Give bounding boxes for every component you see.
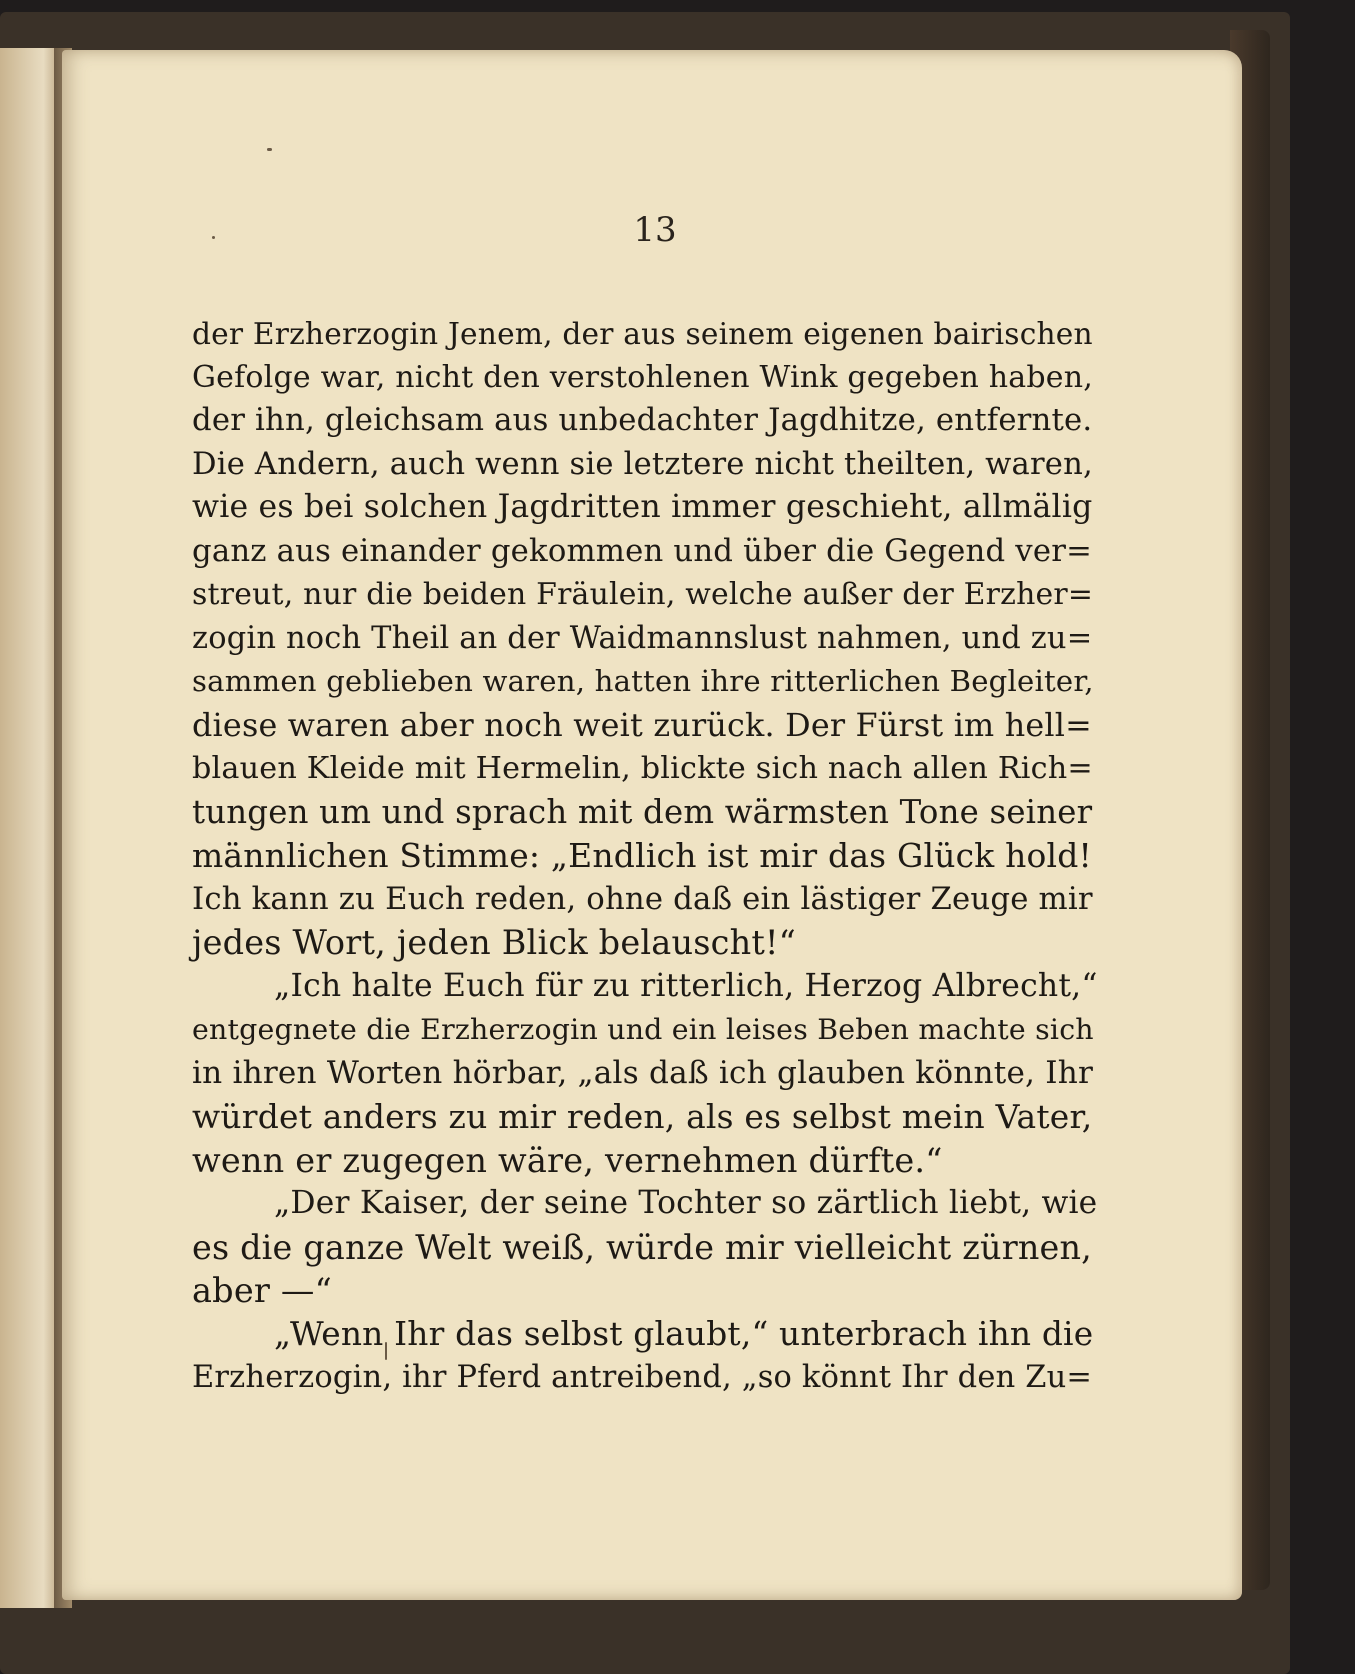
- page-number: 13: [633, 210, 677, 250]
- text-line: wenn er zugegen wäre, vernehmen dürfte.“: [192, 1140, 943, 1180]
- text-line: aber —“: [192, 1271, 332, 1310]
- text-line: wie es bei solchen Jagdritten immer geschieht, allmälig: [192, 489, 1093, 525]
- text-line: ganz aus einander gekommen und über die Gegend ver=: [192, 533, 1092, 569]
- text-line: diese waren aber noch weit zurück. Der Fürst im hell=: [192, 706, 1092, 744]
- text-line: jedes Wort, jeden Blick belauscht!“: [192, 923, 796, 962]
- text-line: es die ganze Welt weiß, würde mir vielleicht zürnen,: [192, 1227, 1092, 1267]
- text-line: Gefolge war, nicht den verstohlenen Wink gegeben haben,: [192, 359, 1093, 395]
- text-line: zogin noch Theil an der Waidmannslust nahmen, und zu=: [192, 620, 1093, 656]
- text-line: „Der Kaiser, der seine Tochter so zärtlich liebt, wie: [274, 1185, 1098, 1221]
- text-line: streut, nur die beiden Fräulein, welche außer der Erzher=: [192, 577, 1094, 612]
- paper-speck: [267, 148, 272, 151]
- text-line: „Ich halte Euch für zu ritterlich, Herzog Albrecht,“: [274, 967, 1098, 1004]
- text-line: Die Andern, auch wenn sie letztere nicht theilten, waren,: [192, 446, 1093, 482]
- text-line: „Wenn Ihr das selbst glaubt,“ unterbrach ihn die: [274, 1314, 1094, 1353]
- text-line: entgegnete die Erzherzogin und ein leises Beben machte sich: [192, 1013, 1094, 1046]
- text-line: Ich kann zu Euch reden, ohne daß ein lästiger Zeuge mir: [192, 881, 1093, 917]
- text-line: Erzherzogin, ihr Pferd antreibend, „so könnt Ihr den Zu=: [192, 1360, 1093, 1395]
- text-line: in ihren Worten hörbar, „als daß ich glauben könnte, Ihr: [192, 1054, 1094, 1091]
- text-line: blauen Kleide mit Hermelin, blickte sich nach allen Rich=: [192, 751, 1093, 786]
- text-line: männlichen Stimme: „Endlich ist mir das Glück hold!: [192, 836, 1092, 875]
- body-text: [192, 312, 1098, 1400]
- text-line: würdet anders zu mir reden, als es selbst mein Vater,: [192, 1097, 1093, 1136]
- text-line: sammen geblieben waren, hatten ihre ritterlichen Begleiter,: [192, 664, 1094, 698]
- left-page-edge: [0, 48, 62, 1608]
- text-line: tungen um und sprach mit dem wärmsten Tone seiner: [192, 792, 1093, 831]
- text-line: der ihn, gleichsam aus unbedachter Jagdhitze, entfernte.: [192, 403, 1093, 438]
- text-line: der Erzherzogin Jenem, der aus seinem eigenen bairischen: [192, 316, 1093, 351]
